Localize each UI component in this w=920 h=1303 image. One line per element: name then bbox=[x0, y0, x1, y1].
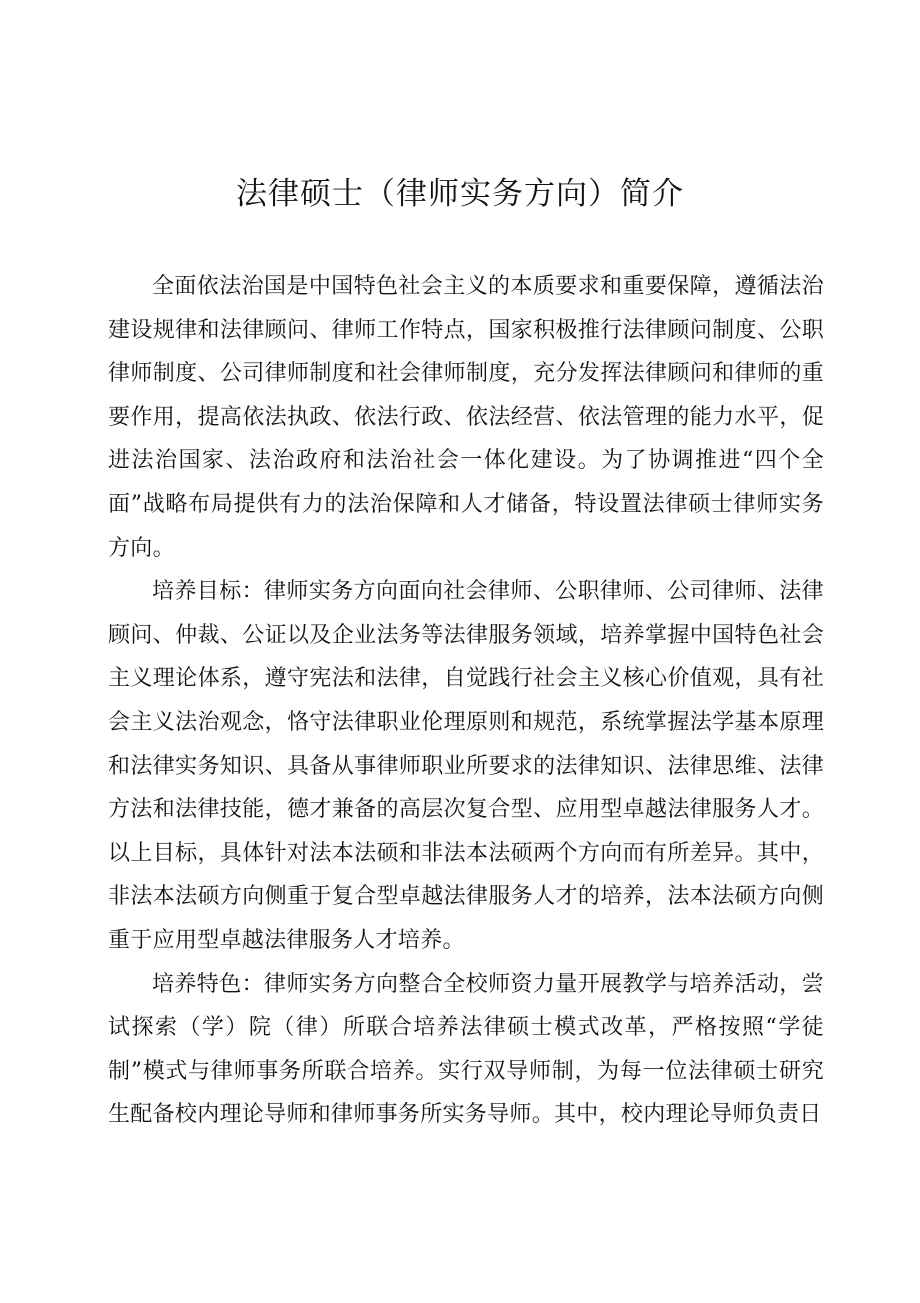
paragraph-training-goals: 培养目标：律师实务方向面向社会律师、公职律师、公司律师、法律顾问、仲裁、公证以及企业法务等法律服务领域，培养掌握中国特色社会主义理论体系，遵守宪法和法律，自觉践行社会主义核心价值观，具有社会主义法治观念，恪守法律职业伦理原则和规范，系统掌握法学基本原理和法律实务知识、具备从事律师职业所要求的法律知识、法律思维、法律方法和法律技能，德才兼备的高层次复合型、应用型卓越法律服务人才。以上目标，具体针对法本法硕和非法本法硕两个方向而有所差异。其中，非法本法硕方向侧重于复合型卓越法律服务人才的培养，法本法硕方向侧重于应用型卓越法律服务人才培养。 bbox=[108, 579, 824, 953]
paragraph-training-features: 培养特色：律师实务方向整合全校师资力量开展教学与培养活动，尝试探索（学）院（律）所联合培养法律硕士模式改革，严格按照“学徒制”模式与律师事务所联合培养。实行双导师制，为每一位法律硕士研究生配备校内理论导师和律师事务所实务导师。其中，校内理论导师负责日 bbox=[108, 971, 824, 1128]
paragraph-intro: 全面依法治国是中国特色社会主义的本质要求和重要保障，遵循法治建设规律和法律顾问、律师工作特点，国家积极推行法律顾问制度、公职律师制度、公司律师制度和社会律师制度，充分发挥法律顾问和律师的重要作用，提高依法执政、依法行政、依法经营、依法管理的能力水平，促进法治国家、法治政府和法治社会一体化建设。为了协调推进“四个全面”战略布局提供有力的法治保障和人才储备，特设置法律硕士律师实务方向。 bbox=[108, 274, 824, 561]
document-title: 法律硕士（律师实务方向）简介 bbox=[236, 176, 684, 212]
document-body bbox=[108, 265, 824, 1137]
